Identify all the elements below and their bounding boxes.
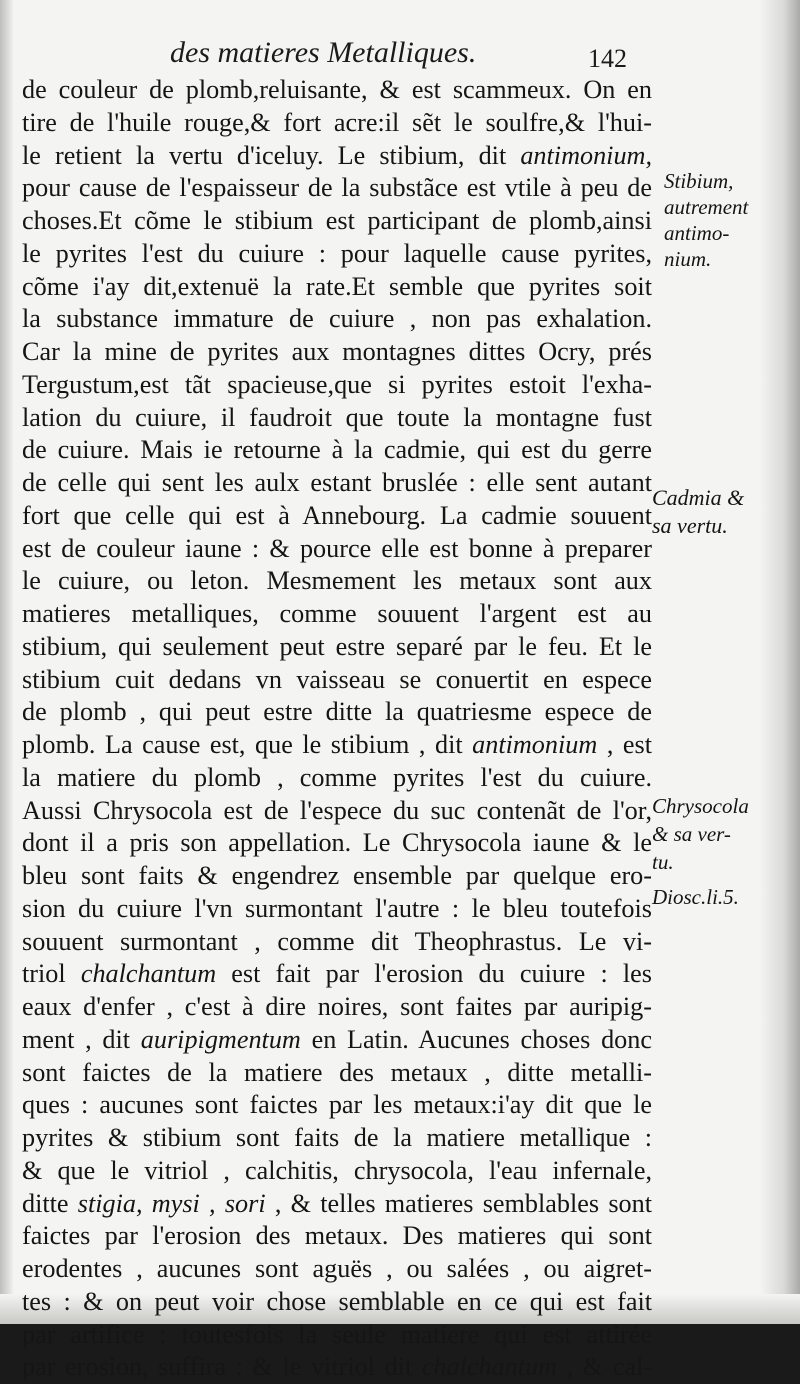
text-line <box>22 205 652 238</box>
margin-note-line: nium. <box>664 247 712 271</box>
text-run: est de couleur iaune : & pource elle est bonne à preparer <box>22 533 652 563</box>
text-line <box>22 1286 652 1319</box>
text-run: ques : aucunes sont faictes par les metaux:i'ay dit que le <box>22 1090 652 1120</box>
margin-note-chrysocola <box>652 792 749 876</box>
text-run: tire de l'huile rouge,& fort acre:il sẽt le soulfre,& l'hui- <box>22 107 652 137</box>
text-run: de cuiure. Mais ie retourne à la cadmie, qui est du gerre <box>22 435 652 465</box>
italic-term: auripigmentum <box>140 1024 301 1054</box>
text-run: ditte <box>22 1188 78 1218</box>
text-run: , est <box>597 730 652 759</box>
text-line <box>22 1319 652 1352</box>
running-head: des matieres Metalliques. <box>170 36 477 69</box>
text-line <box>22 172 652 205</box>
main-text-block <box>22 74 652 1384</box>
text-run: pour cause de l'espaisseur de la substãce est vtile à peu de <box>22 173 652 203</box>
text-line <box>22 565 652 598</box>
text-line <box>22 74 652 107</box>
text-run: Car la mine de pyrites aux montagnes dittes Ocry, prés <box>22 337 652 366</box>
text-run: ment , dit <box>22 1024 141 1054</box>
text-line <box>22 107 652 140</box>
page-edge-shadow <box>760 0 800 1324</box>
italic-term: antimonium, <box>520 140 652 170</box>
text-run: la substance immature de cuiure , non pas exhalation. <box>22 304 652 334</box>
margin-note-dioscorides <box>652 884 739 910</box>
margin-note-line: tu. <box>652 850 674 874</box>
text-run: sont faictes de la matiere des metaux , ditte metalli- <box>22 1057 652 1087</box>
text-line <box>22 434 652 467</box>
text-line <box>22 664 652 697</box>
margin-note-line: Stibium, <box>664 169 734 193</box>
italic-term: stigia, mysi , sori <box>77 1188 266 1218</box>
text-run: lation du cuiure, il faudroit que toute la montagne fust <box>22 402 652 432</box>
margin-note-line: Cadmia & <box>652 485 745 510</box>
text-run: est fait par l'erosion du cuiure : les <box>216 959 652 989</box>
margin-note-line: & sa ver- <box>652 822 731 846</box>
text-line <box>22 1122 652 1155</box>
text-run: fort que celle qui est à Annebourg. La cadmie souuent <box>22 500 652 530</box>
text-run: dont il a pris son appellation. Le Chrysocola iaune & le <box>22 828 652 858</box>
text-run: Tergustum,est tãt spacieuse,que si pyrites estoit l'exha- <box>22 369 652 399</box>
text-run: souuent surmontant , comme dit Theophrastus. Le vi- <box>22 926 652 956</box>
text-run: plomb. La cause est, que le stibium , dit <box>22 730 473 759</box>
text-line <box>22 1089 652 1122</box>
margin-note-line: Chrysocola <box>652 794 749 818</box>
text-line <box>22 795 652 828</box>
text-run: de plomb , qui peut estre ditte la quatriesme espece de <box>22 697 652 727</box>
text-line <box>22 729 652 762</box>
text-line <box>22 467 652 500</box>
text-run: bleu sont faits & engendrez ensemble par quelque ero- <box>22 861 652 890</box>
text-line <box>22 631 652 664</box>
text-line <box>22 500 652 533</box>
text-run: , & telles matieres semblables sont <box>265 1188 652 1218</box>
margin-note-stibium <box>664 168 748 272</box>
text-run: tes : & on peut voir chose semblable en ce qui est fait <box>22 1286 652 1316</box>
text-run: pyrites & stibium sont faits de la matiere metallique : <box>22 1123 652 1152</box>
text-run: eaux d'enfer , c'est à dire noires, sont faites par auripig- <box>22 992 652 1021</box>
margin-note-line: sa vertu. <box>652 513 728 538</box>
text-run: faictes par l'erosion des metaux. Des matieres qui sont <box>22 1221 652 1251</box>
text-line <box>22 271 652 304</box>
margin-note-line: antimo- <box>664 221 730 245</box>
text-run: erodentes , aucunes sont aguës , ou salées , ou aigret- <box>22 1254 652 1283</box>
italic-term: chalchantum <box>80 959 217 989</box>
italic-term: antimonium <box>472 730 598 759</box>
text-line <box>22 336 652 369</box>
text-line <box>22 303 652 336</box>
text-line <box>22 1351 652 1384</box>
margin-note-line: autrement <box>664 195 749 219</box>
text-line <box>22 1057 652 1090</box>
text-line <box>22 1253 652 1286</box>
text-line <box>22 926 652 959</box>
margin-note-line: Diosc.li.5. <box>652 885 739 909</box>
text-line <box>22 762 652 795</box>
text-line <box>22 369 652 402</box>
text-run: en Latin. Aucunes choses donc <box>300 1024 652 1054</box>
text-line <box>22 958 652 991</box>
text-line <box>22 893 652 926</box>
text-line <box>22 1024 652 1057</box>
text-run: stibium, qui seulement peut estre separé par le feu. Et le <box>22 631 652 661</box>
text-run: choses.Et cõme le stibium est participant de plomb,ainsi <box>22 206 652 235</box>
text-run: stibium cuit dedans vn vaisseau se conuertit en espece <box>22 664 652 694</box>
text-line <box>22 991 652 1024</box>
text-line <box>22 1188 652 1221</box>
text-line <box>22 140 652 173</box>
text-run: de couleur de plomb,reluisante, & est scammeux. On en <box>22 75 652 104</box>
text-line <box>22 827 652 860</box>
text-run: par erosion, suffira : & le vitriol dit <box>22 1352 422 1382</box>
text-line <box>22 533 652 566</box>
text-run: par artifice : toutesfois la seule matiere qui est attirée <box>22 1319 652 1349</box>
text-run: , & cal- <box>557 1352 652 1382</box>
text-line <box>22 696 652 729</box>
text-line <box>22 402 652 435</box>
text-run: & que le vitriol , calchitis, chrysocola, l'eau infernale, <box>22 1155 652 1185</box>
text-line <box>22 598 652 631</box>
page-number: 142 <box>588 44 627 73</box>
text-run: le pyrites l'est du cuiure : pour laquelle cause pyrites, <box>22 238 652 268</box>
text-run: sion du cuiure l'vn surmontant l'autre : le bleu toutefois <box>22 893 652 923</box>
text-line <box>22 238 652 271</box>
italic-term: chalchantum <box>421 1352 558 1382</box>
gutter-shadow <box>0 0 14 1324</box>
margin-note-cadmia <box>652 484 744 540</box>
text-run: cõme i'ay dit,extenuë la rate.Et semble que pyrites soit <box>22 271 652 301</box>
text-line <box>22 1220 652 1253</box>
text-run: le cuiure, ou leton. Mesmement les metaux sont aux <box>22 566 652 596</box>
text-line <box>22 860 652 893</box>
text-line <box>22 1155 652 1188</box>
text-run: matieres metalliques, comme souuent l'argent est au <box>22 599 652 628</box>
text-run: la matiere du plomb , comme pyrites l'est du cuiure. <box>22 762 652 792</box>
text-run: triol <box>22 959 81 989</box>
text-run: le retient la vertu d'iceluy. Le stibium, dit <box>22 140 521 170</box>
text-run: Aussi Chrysocola est de l'espece du suc contenãt de l'or, <box>22 795 652 825</box>
text-run: de celle qui sent les aulx estant bruslée : elle sent autant <box>22 468 652 497</box>
